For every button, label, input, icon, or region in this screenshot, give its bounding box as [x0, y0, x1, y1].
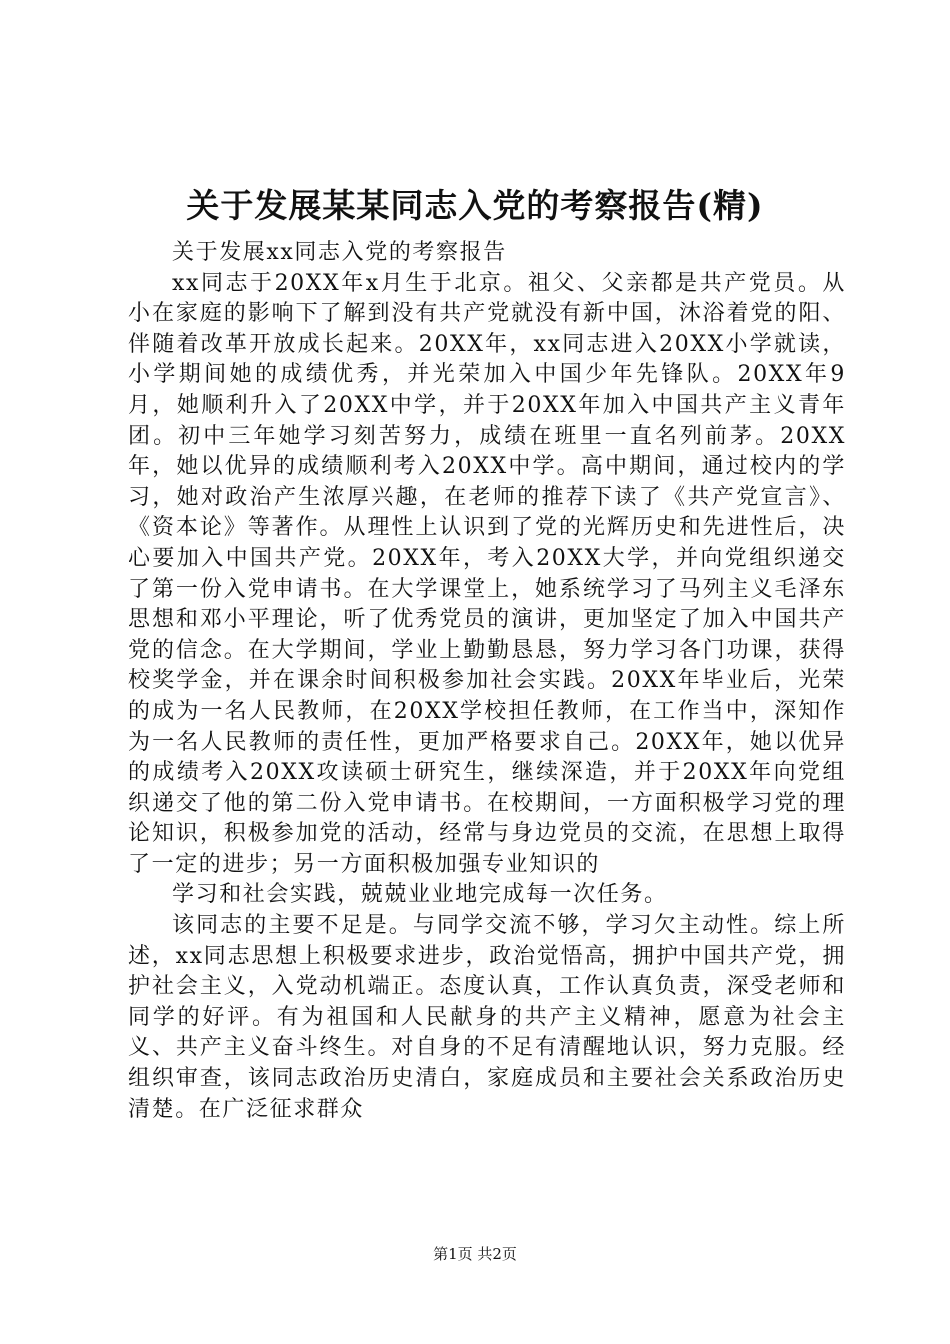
paragraph-assessment: 该同志的主要不足是。与同学交流不够，学习欠主动性。综上所述，xx同志思想上积极要求进步，政治觉悟高，拥护中国共产党，拥护社会主义，入党动机端正。态度认真，工作认真负责，深受老师和同学的好评。有为祖国和人民献身的共产主义精神，愿意为社会主义、共产主义奋斗终生。对自身的不足有清醒地认识，努力克服。经组织审查，该同志政治历史清白，家庭成员和主要社会关系政治历史清楚。在广泛征求群众: [128, 913, 846, 1122]
paragraph-biography: xx同志于20XX年x月生于北京。祖父、父亲都是共产党员。从小在家庭的影响下了解到没有共产党就没有新中国，沐浴着党的阳、伴随着改革开放成长起来。20XX年，xx同志进入20XX小学就读，小学期间她的成绩优秀，并光荣加入中国少年先锋队。20XX年9月，她顺利升入了20XX中学，并于20XX年加入中国共产主义青年团。初中三年她学习刻苦努力，成绩在班里一直名列前茅。20XX年，她以优异的成绩顺利考入20XX中学。高中期间，通过校内的学习，她对政治产生浓厚兴趣，在老师的推荐下读了《共产党宣言》、《资本论》等著作。从理性上认识到了党的光辉历史和先进性后，决心要加入中国共产党。20XX年，考入20XX大学，并向党组织递交了第一份入党申请书。在大学课堂上，她系统学习了马列主义毛泽东思想和邓小平理论，听了优秀党员的演讲，更加坚定了加入中国共产党的信念。在大学期间，学业上勤勤恳恳，努力学习各门功课，获得校奖学金，并在课余时间积极参加社会实践。20XX年毕业后，光荣的成为一名人民教师，在20XX学校担任教师，在工作当中，深知作为一名人民教师的责任性，更加严格要求自己。20XX年，她以优异的成绩考入20XX攻读硕士研究生，继续深造，并于20XX年向党组织递交了他的第二份入党申请书。在校期间，一方面积极学习党的理论知识，积极参加党的活动，经常与身边党员的交流，在思想上取得了一定的进步；另一方面积极加强专业知识的: [128, 270, 846, 877]
paragraph-continuation: 学习和社会实践，兢兢业业地完成每一次任务。: [172, 882, 668, 908]
page-footer: 第1页 共2页: [433, 1245, 517, 1263]
paragraph-subtitle: 关于发展xx同志入党的考察报告: [172, 240, 507, 265]
document-title: 关于发展某某同志入党的考察报告(精): [186, 186, 764, 225]
document-body: [128, 238, 846, 1125]
